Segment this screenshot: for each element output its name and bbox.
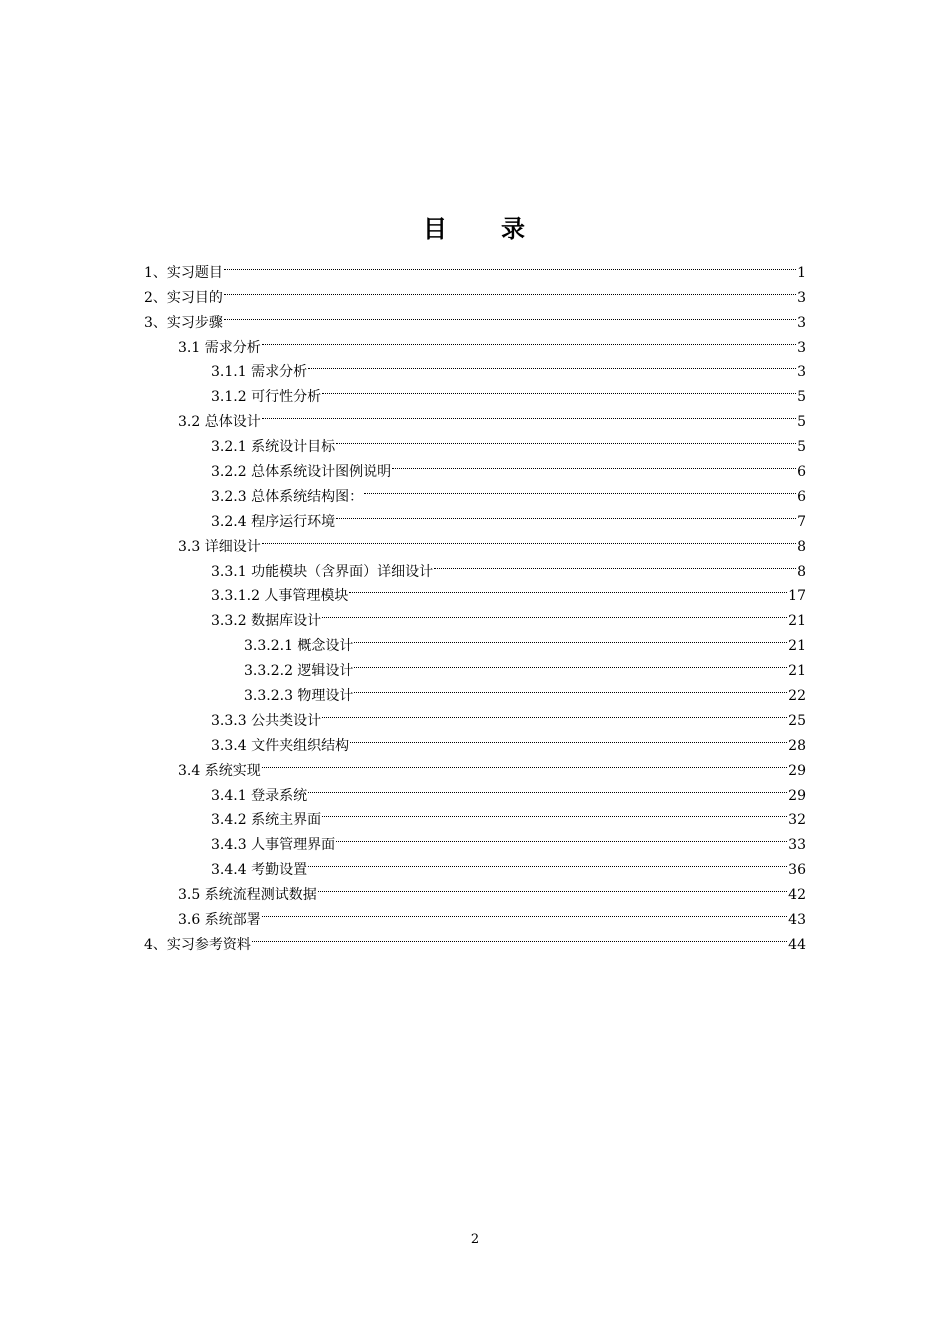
toc-entry-page: 29 (788, 762, 806, 779)
toc-dot-leader (224, 252, 796, 277)
toc-entry-page: 3 (797, 364, 806, 381)
toc-entry-page: 21 (788, 638, 806, 655)
toc-dot-leader (392, 451, 796, 476)
toc-dot-leader (322, 800, 787, 825)
toc-entry-title: 3.6 系统部署 (178, 912, 261, 929)
toc-entry-title: 3.2.1 系统设计目标 (211, 439, 336, 456)
toc-entry-title: 2、实习目的 (144, 289, 223, 306)
toc-dot-leader (308, 849, 787, 874)
toc-dot-leader (364, 476, 796, 501)
toc-entry-title: 3.1 需求分析 (178, 339, 261, 356)
table-of-contents (144, 252, 806, 953)
toc-dot-leader (354, 675, 787, 700)
toc-entry-title: 3.3.1 功能模块（含界面）详细设计 (211, 563, 434, 580)
toc-entry-title: 3.3.3 公共类设计 (211, 712, 322, 729)
toc-entry-page: 8 (797, 538, 806, 555)
toc-entry-page: 36 (788, 862, 806, 879)
toc-entry-page: 7 (797, 513, 806, 530)
toc-dot-leader (322, 700, 787, 725)
toc-dot-leader (262, 899, 787, 924)
toc-dot-leader (318, 874, 787, 899)
toc-entry-page: 21 (788, 663, 806, 680)
toc-dot-leader (224, 277, 796, 302)
toc-entry-page: 3 (797, 289, 806, 306)
toc-entry-page: 8 (797, 563, 806, 580)
toc-entry[interactable] (144, 277, 806, 306)
toc-entry-title: 3.3.2.2 逻辑设计 (244, 663, 354, 680)
toc-entry-title: 3.4.3 人事管理界面 (211, 837, 336, 854)
toc-entry-page: 1 (797, 264, 806, 281)
toc-entry-page: 44 (788, 936, 806, 953)
toc-entry-title: 3.3.4 文件夹组织结构 (211, 737, 350, 754)
toc-entry-page: 29 (788, 787, 806, 804)
toc-dot-leader (262, 526, 796, 551)
toc-entry-title: 3.3 详细设计 (178, 538, 261, 555)
toc-dot-leader (336, 824, 787, 849)
toc-dot-leader (308, 352, 796, 377)
toc-dot-leader (354, 650, 787, 675)
toc-dot-leader (434, 551, 796, 576)
toc-entry[interactable] (144, 327, 806, 356)
toc-entry-title: 3.3.1.2 人事管理模块 (211, 588, 349, 605)
toc-entry[interactable] (144, 302, 806, 331)
toc-entry-page: 42 (788, 887, 806, 904)
toc-entry-title: 1、实习题目 (144, 264, 223, 281)
toc-entry-page: 3 (797, 339, 806, 356)
toc-entry-title: 3.2.2 总体系统设计图例说明 (211, 464, 392, 481)
toc-dot-leader (349, 576, 787, 601)
toc-entry-page: 43 (788, 912, 806, 929)
toc-dot-leader (262, 401, 796, 426)
toc-entry-title: 3.4.2 系统主界面 (211, 812, 322, 829)
toc-entry-title: 3、实习步骤 (144, 314, 223, 331)
toc-entry-page: 21 (788, 613, 806, 630)
toc-entry-page: 5 (797, 439, 806, 456)
toc-entry-title: 3.3.2.3 物理设计 (244, 688, 354, 705)
toc-entry-page: 6 (797, 464, 806, 481)
toc-dot-leader (354, 625, 787, 650)
toc-entry-title: 3.4 系统实现 (178, 762, 261, 779)
toc-entry-title: 3.2 总体设计 (178, 414, 261, 431)
toc-dot-leader (336, 501, 796, 526)
toc-dot-leader (252, 924, 787, 949)
toc-dot-leader (350, 725, 787, 750)
toc-entry-title: 3.3.2.1 概念设计 (244, 638, 354, 655)
toc-entry-page: 3 (797, 314, 806, 331)
toc-entry-page: 25 (788, 712, 806, 729)
toc-dot-leader (262, 327, 796, 352)
toc-entry-title: 3.4.1 登录系统 (211, 787, 308, 804)
toc-entry-page: 17 (788, 588, 806, 605)
toc-dot-leader (262, 750, 787, 775)
toc-dot-leader (224, 302, 796, 327)
toc-entry-title: 3.5 系统流程测试数据 (178, 887, 317, 904)
toc-dot-leader (336, 426, 796, 451)
page-title: 目 录 (423, 214, 527, 244)
toc-dot-leader (322, 600, 787, 625)
toc-dot-leader (322, 376, 796, 401)
toc-entry-page: 5 (797, 414, 806, 431)
toc-entry-title: 3.3.2 数据库设计 (211, 613, 322, 630)
toc-entry-page: 28 (788, 737, 806, 754)
toc-entry-page: 5 (797, 389, 806, 406)
toc-entry-title: 3.2.4 程序运行环境 (211, 513, 336, 530)
page-number: 2 (470, 1232, 480, 1247)
toc-entry-title: 3.1.1 需求分析 (211, 364, 308, 381)
toc-dot-leader (308, 775, 787, 800)
toc-entry[interactable] (144, 252, 806, 281)
toc-entry-page: 33 (788, 837, 806, 854)
toc-entry-title: 4、实习参考资料 (144, 936, 251, 953)
toc-entry-title: 3.4.4 考勤设置 (211, 862, 308, 879)
toc-entry-page: 32 (788, 812, 806, 829)
toc-entry-page: 6 (797, 488, 806, 505)
toc-entry-title: 3.2.3 总体系统结构图： (211, 488, 364, 505)
toc-entry-title: 3.1.2 可行性分析 (211, 389, 322, 406)
toc-entry-page: 22 (788, 688, 806, 705)
